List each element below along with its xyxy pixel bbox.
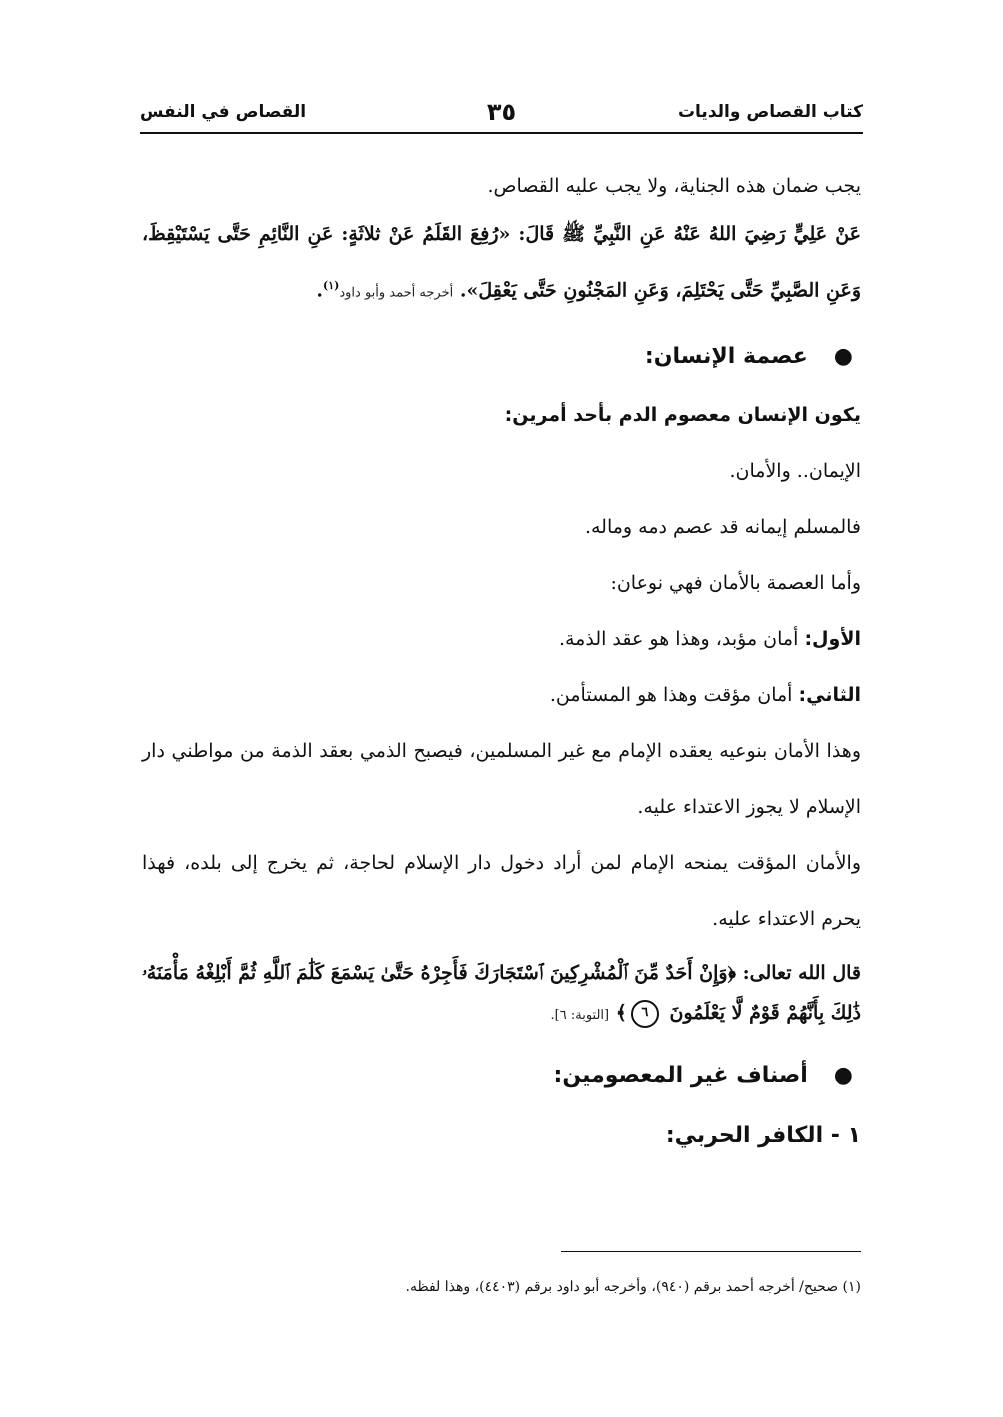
quran-verse: ﴿وَإِنْ أَحَدٌ مِّنَ ٱلْمُشْرِكِينَ ٱسْتَجَارَكَ فَأَجِرْهُ حَتَّىٰ يَسْمَعَ كَلَٰمَ ٱللَّهِ ثُمَّ أَبْلِغْهُ مَأْمَنَهُۥ ذَٰلِكَ بِأَنَّهُمْ قَوْمٌ لَّا يَعْلَمُونَ: [142, 962, 861, 1025]
hadith-source: أخرجه أحمد وأبو داود: [339, 285, 454, 301]
quran-quote: [142, 953, 861, 1036]
bullet-icon: ●: [833, 1063, 853, 1089]
second-label: الثاني:: [798, 684, 861, 707]
heading-ismat-insan: [142, 327, 861, 387]
hadith-text: عَنْ عَلِيٍّ رَضِيَ اللهُ عَنْهُ عَنِ النَّبِيِّ ﷺ قَالَ: «رُفِعَ القَلَمُ عَنْ ثلاثَةٍ: عَنِ النَّائِمِ حَتَّى يَسْتَيْقِظَ، وَعَنِ الصَّبِيِّ حَتَّى يَحْتَلِمَ، وَعَنِ المَجْنُونِ حَتَّى يَعْقِلَ».: [142, 223, 861, 302]
paragraph-intro: يجب ضمان هذه الجناية، ولا يجب عليه القصاص.: [487, 175, 861, 197]
ayah-number-icon: ٦: [631, 1000, 659, 1028]
quran-reference: [التوبة: ٦].: [550, 1008, 610, 1024]
footnote-divider: [561, 1251, 861, 1252]
hadith-paragraph: عَنْ عَلِيٍّ رَضِيَ اللهُ عَنْهُ عَنِ النَّبِيِّ ﷺ قَالَ: «رُفِعَ القَلَمُ عَنْ ثلاثَةٍ: عَنِ النَّائِمِ حَتَّى يَسْتَيْقِظَ، وَعَنِ الصَّبِيِّ حَتَّى يَحْتَلِمَ، وَعَنِ المَجْنُونِ حَتَّى يَعْقِلَ». أخرجه أحمد وأبو داود$^{(١)}$.: [142, 223, 861, 302]
paragraph-dhimmi: وهذا الأمان بنوعيه يعقده الإمام مع غير المسلمين، فيصبح الذمي بعقد الذمة من مواطني دار الإسلام لا يجوز الاعتداء عليه.: [142, 740, 861, 819]
first-text: أمان مؤبد، وهذا هو عقد الذمة.: [558, 628, 805, 651]
line-types: وأما العصمة بالأمان فهي نوعان:: [610, 572, 861, 595]
footnote: (١) صحيح/ أخرجه أحمد برقم (٩٤٠)، وأخرجه أبو داود برقم (٤٤٠٣)، وهذا لفظه.: [405, 1279, 861, 1295]
item-harbi: ١ - الكافر الحربي:: [665, 1123, 861, 1149]
heading-text: عصمة الإنسان:: [644, 344, 808, 370]
first-type: [142, 611, 861, 667]
section-title: القصاص في النفس: [140, 102, 307, 122]
paragraph-mustamin: والأمان المؤقت يمنحه الإمام لمن أراد دخول دار الإسلام لحاجة، ثم يخرج إلى بلده، فهذا يحرم الاعتداء عليه.: [142, 852, 861, 931]
first-label: الأول:: [804, 628, 861, 651]
line-muslim: فالمسلم إيمانه قد عصم دمه وماله.: [584, 516, 861, 539]
book-title: كتاب القصاص والديات: [677, 102, 863, 122]
quran-close: ﴾: [615, 1002, 627, 1025]
page-body: [142, 160, 861, 1166]
page-number: ٣٥: [486, 98, 517, 126]
footnote-marker: (١): [322, 279, 340, 292]
running-head: [140, 100, 863, 134]
second-type: [142, 667, 861, 723]
heading-non-protected: [142, 1046, 861, 1106]
heading-text: أصناف غير المعصومين:: [553, 1063, 808, 1089]
second-text: أمان مؤقت وهذا هو المستأمن.: [549, 684, 799, 707]
subheading-two-things: يكون الإنسان معصوم الدم بأحد أمرين:: [504, 404, 861, 427]
line-iman: الإيمان.. والأمان.: [729, 460, 861, 483]
quran-intro: قال الله تعالى:: [736, 962, 861, 985]
bullet-icon: ●: [833, 344, 853, 370]
